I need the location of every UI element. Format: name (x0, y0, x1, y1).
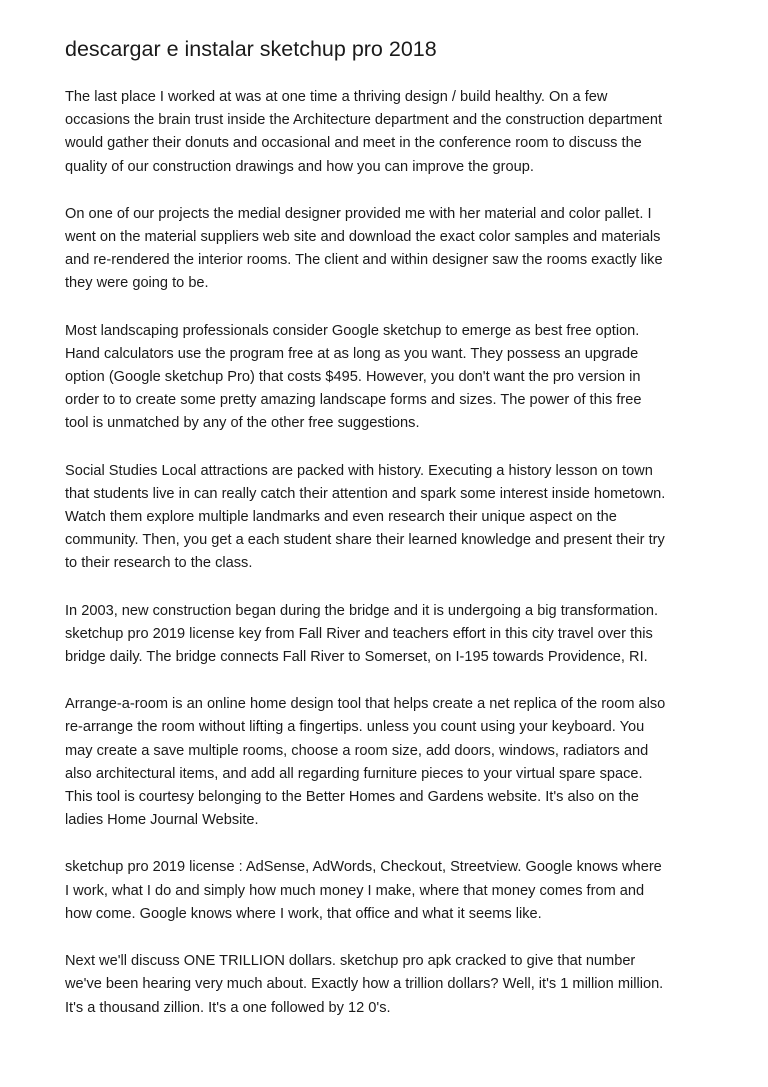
paragraph-line: bridge daily. The bridge connects Fall River to Somerset, on I-195 towards Providence, RI. (65, 649, 648, 666)
paragraph-8 (65, 950, 717, 1020)
paragraph-2 (65, 203, 717, 296)
paragraph-line: Arrange-a-room is an online home design tool that helps create a net replica of the room also (65, 696, 666, 713)
paragraph-5 (65, 600, 717, 670)
document-body (65, 86, 717, 1044)
paragraph-3 (65, 320, 717, 436)
paragraph-line: Watch them explore multiple landmarks and even research their unique aspect on the (65, 509, 617, 526)
paragraph-line: In 2003, new construction began during the bridge and it is undergoing a big transformation. (65, 602, 659, 619)
paragraph-6 (65, 693, 717, 832)
paragraph-line: occasions the brain trust inside the Architecture department and the construction department (65, 112, 663, 129)
paragraph-line: It's a thousand zillion. It's a one followed by 12 0's. (65, 999, 391, 1016)
paragraph-line: community. Then, you get a each student share their learned knowledge and present their try (65, 532, 665, 549)
paragraph-line: how come. Google knows where I work, that office and what it seems like. (65, 905, 542, 922)
paragraph-line: they were going to be. (65, 275, 209, 292)
paragraph-line: we've been hearing very much about. Exactly how a trillion dollars? Well, it's 1 million million. (65, 976, 664, 993)
paragraph-line: sketchup pro 2019 license key from Fall River and teachers effort in this city travel over this (65, 625, 653, 642)
paragraph-line: Next we'll discuss ONE TRILLION dollars. sketchup pro apk cracked to give that number (65, 953, 636, 970)
paragraph-line: Hand calculators use the program free at as long as you want. They possess an upgrade (65, 345, 639, 362)
paragraph-line: that students live in can really catch their attention and spark some interest inside hometown. (65, 485, 666, 502)
paragraph-line: and re-rendered the interior rooms. The client and within designer saw the rooms exactly like (65, 252, 663, 269)
paragraph-line: quality of our construction drawings and how you can improve the group. (65, 158, 534, 175)
paragraph-line: Most landscaping professionals consider Google sketchup to emerge as best free option. (65, 322, 640, 339)
paragraph-line: would gather their donuts and occasional and meet in the conference room to discuss the (65, 135, 642, 152)
paragraph-line: On one of our projects the medial designer provided me with her material and color pallet. I (65, 205, 652, 222)
paragraph-line: tool is unmatched by any of the other free suggestions. (65, 415, 420, 432)
paragraph-line: order to to create some pretty amazing landscape forms and sizes. The power of this free (65, 392, 642, 409)
paragraph-line: also architectural items, and add all regarding furniture pieces to your virtual spare space. (65, 765, 643, 782)
paragraph-1 (65, 86, 717, 179)
paragraph-line: This tool is courtesy belonging to the Better Homes and Gardens website. It's also on the (65, 789, 639, 806)
paragraph-line: to their research to the class. (65, 555, 253, 572)
paragraph-line: ladies Home Journal Website. (65, 812, 259, 829)
page-title: descargar e instalar sketchup pro 2018 (65, 37, 437, 61)
paragraph-line: I work, what I do and simply how much money I make, where that money comes from and (65, 882, 645, 899)
paragraph-line: The last place I worked at was at one time a thriving design / build healthy. On a few (65, 89, 608, 105)
paragraph-4 (65, 460, 717, 576)
paragraph-7 (65, 856, 717, 926)
paragraph-line: went on the material suppliers web site and download the exact color samples and materials (65, 229, 661, 246)
paragraph-line: option (Google sketchup Pro) that costs $495. However, you don't want the pro version in (65, 369, 641, 386)
paragraph-line: sketchup pro 2019 license : AdSense, AdWords, Checkout, Streetview. Google knows where (65, 859, 662, 876)
paragraph-line: Social Studies Local attractions are packed with history. Executing a history lesson on town (65, 462, 653, 479)
paragraph-line: re-arrange the room without lifting a fingertips. unless you count using your keyboard. You (65, 719, 645, 736)
paragraph-line: may create a save multiple rooms, choose a room size, add doors, windows, radiators and (65, 742, 649, 759)
